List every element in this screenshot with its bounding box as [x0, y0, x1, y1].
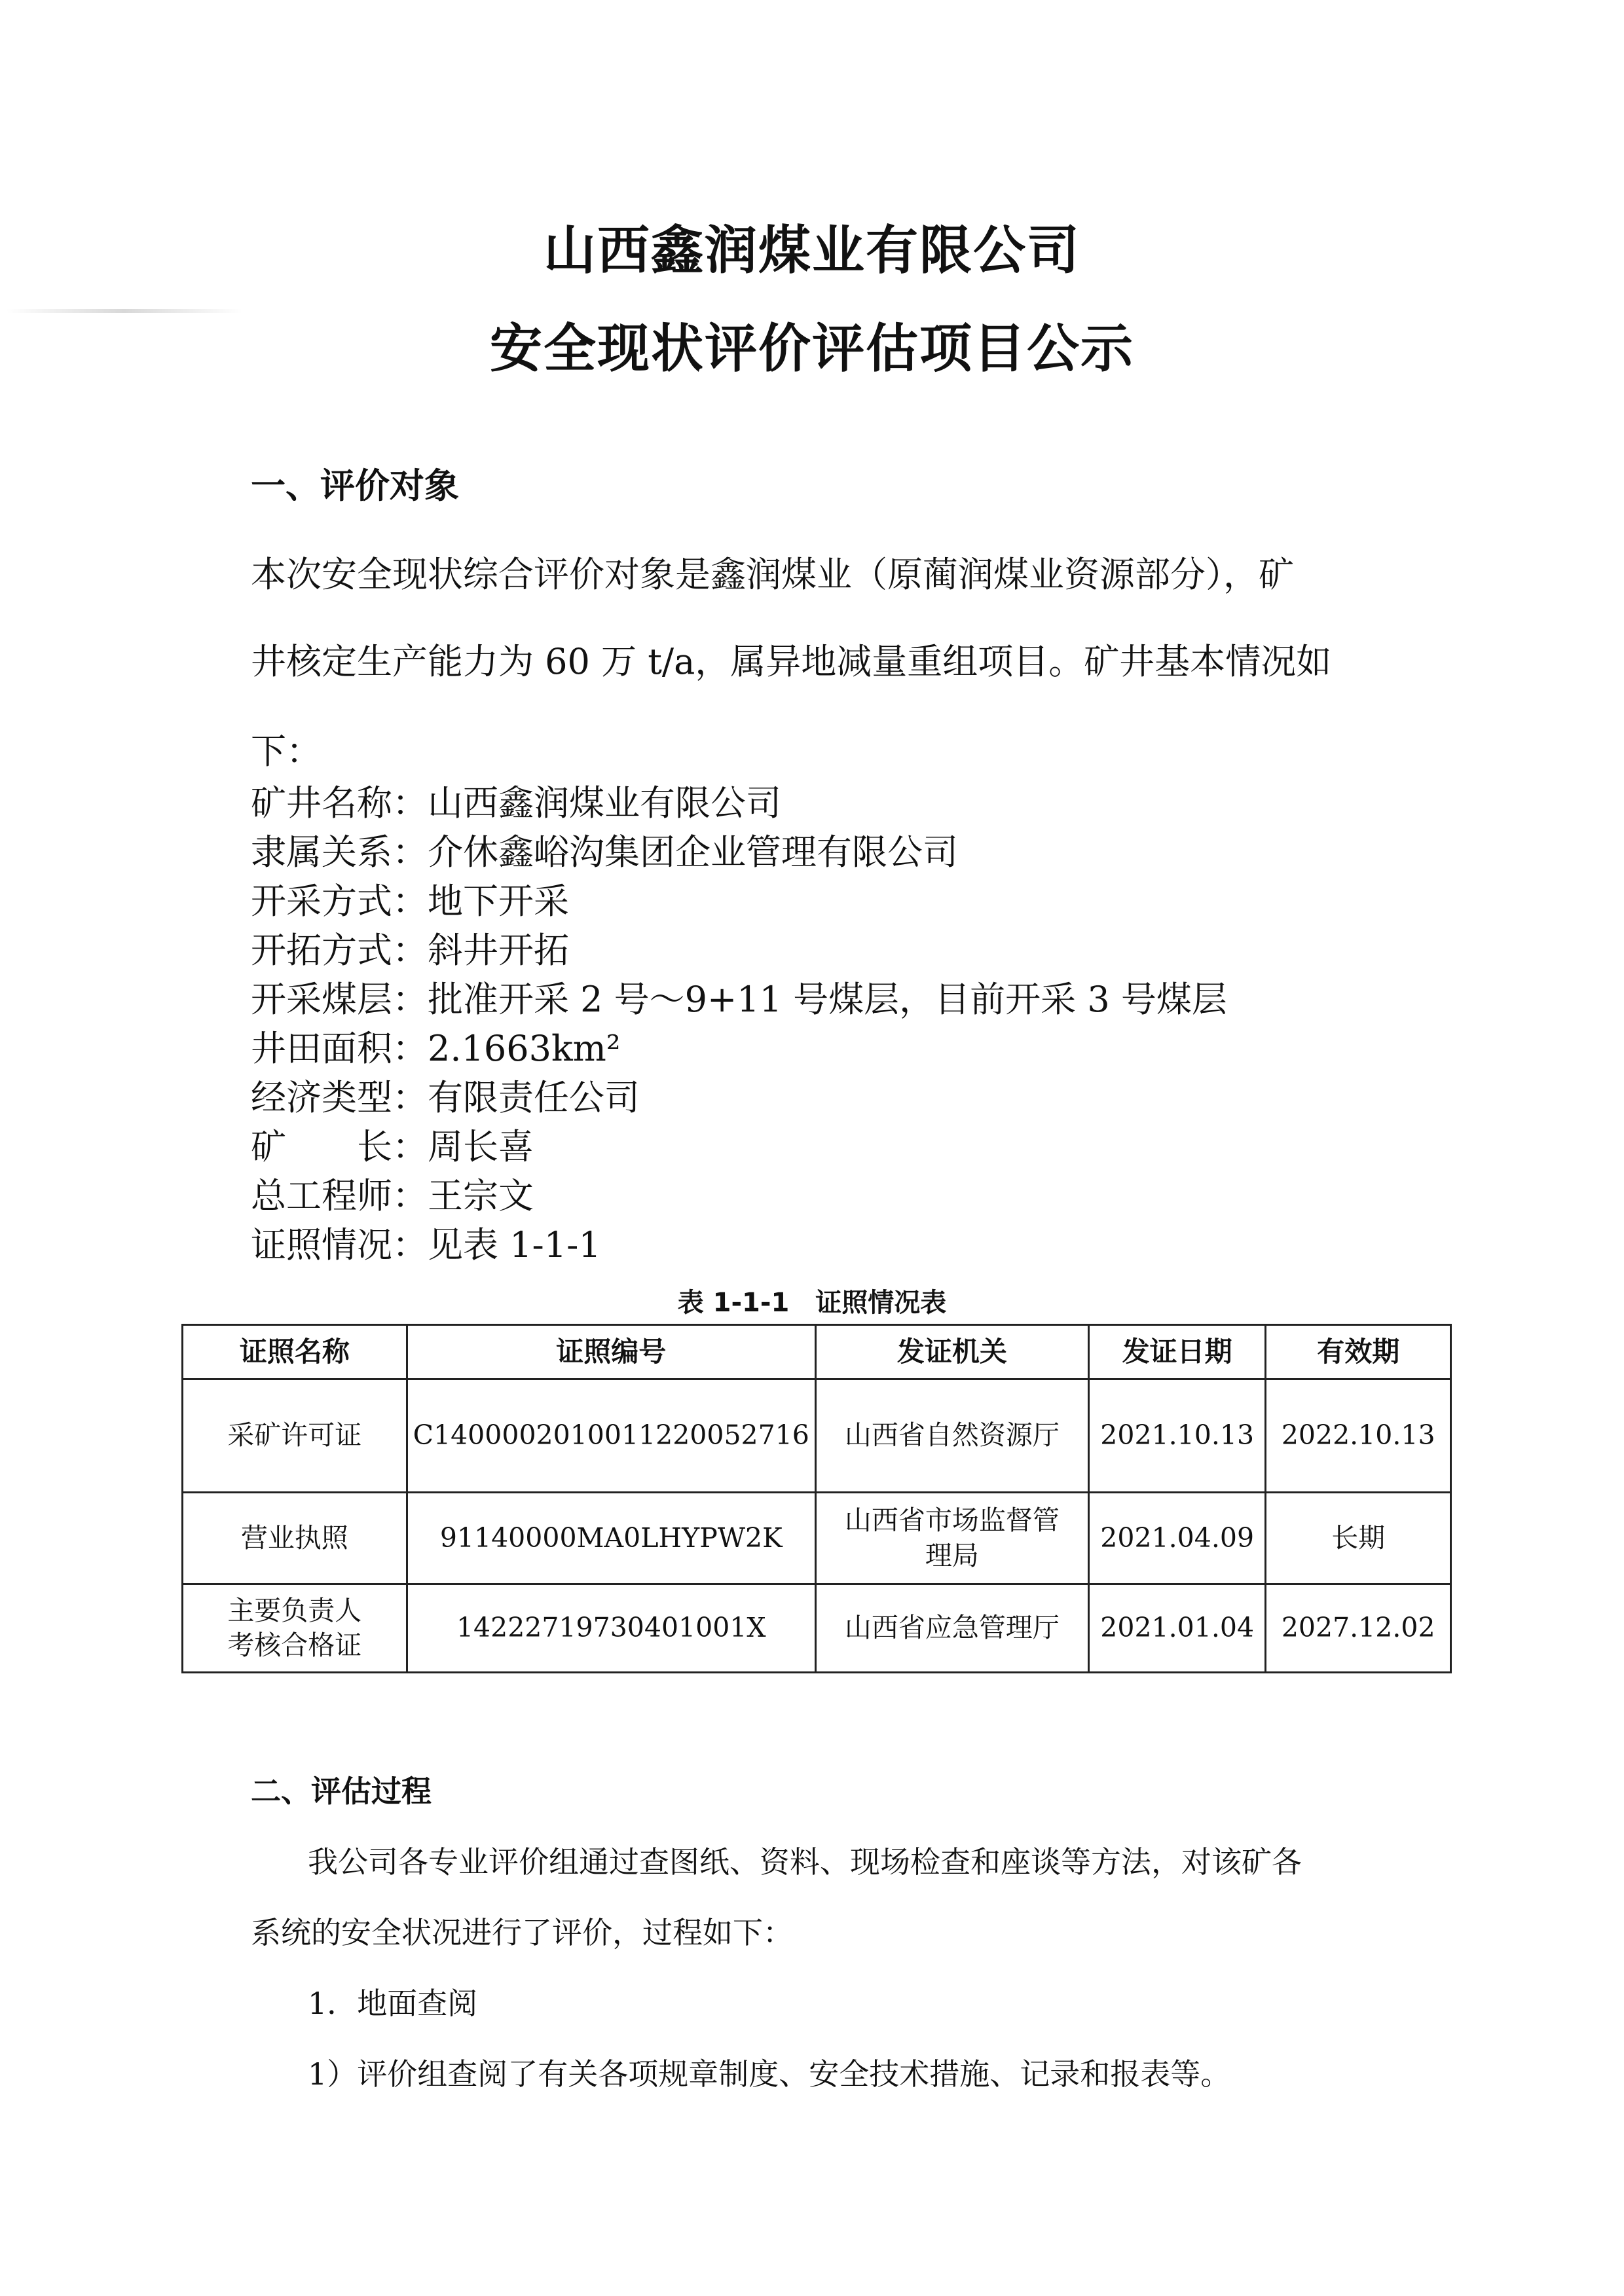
- table-header-row: [183, 1325, 1451, 1379]
- info-value: 有限责任公司: [428, 1077, 640, 1118]
- table-row: [183, 1379, 1451, 1493]
- info-value: 王宗文: [428, 1175, 534, 1216]
- info-value: 批准开采 2 号～9+11 号煤层，目前开采 3 号煤层: [428, 979, 1227, 1020]
- info-label: 井田面积：: [251, 1028, 428, 1069]
- column-header: 有效期: [1266, 1325, 1451, 1379]
- section2-heading: 二、评估过程: [251, 1774, 432, 1809]
- info-row-certificates: [251, 1224, 601, 1266]
- info-label: 开采方式：: [251, 881, 428, 922]
- column-header: 证照名称: [183, 1325, 407, 1379]
- info-value: 见表 1-1-1: [428, 1224, 601, 1266]
- info-row-affiliation: [251, 831, 958, 873]
- column-header: 证照编号: [407, 1325, 815, 1379]
- document-title-line1: 山西鑫润煤业有限公司: [544, 220, 1080, 281]
- section2-para-line-1: 我公司各专业评价组通过查图纸、资料、现场检查和座谈等方法，对该矿各: [308, 1844, 1302, 1880]
- table-cell: C1400002010011220052716: [407, 1379, 815, 1493]
- table-cell: 山西省自然资源厅: [815, 1379, 1088, 1493]
- table-cell: 山西省市场监督管理局: [815, 1493, 1088, 1584]
- info-value: 周长喜: [428, 1126, 534, 1167]
- section1-heading: 一、评价对象: [251, 466, 459, 506]
- section2-para-line-2: 系统的安全状况进行了评价，过程如下：: [251, 1915, 793, 1950]
- info-value: 介休鑫峪沟集团企业管理有限公司: [428, 831, 958, 873]
- table-cell: 2027.12.02: [1266, 1584, 1451, 1673]
- table-cell: 采矿许可证: [183, 1379, 407, 1493]
- section2-item-1-1: 1）评价组查阅了有关各项规章制度、安全技术措施、记录和报表等。: [308, 2056, 1231, 2092]
- section2-item-1: 1．地面查阅: [308, 1986, 478, 2021]
- info-label: 开采煤层：: [251, 979, 428, 1020]
- intro-line-1: 本次安全现状综合评价对象是鑫润煤业（原蔺润煤业资源部分），矿: [251, 554, 1294, 595]
- info-row-development-method: [251, 930, 569, 971]
- table-row: [183, 1584, 1451, 1673]
- info-label: 矿 长：: [251, 1126, 428, 1167]
- intro-line-2: 井核定生产能力为 60 万 t/a，属异地减量重组项目。矿井基本情况如: [251, 641, 1332, 682]
- table-row: [183, 1493, 1451, 1584]
- table-cell: 2021.10.13: [1088, 1379, 1265, 1493]
- info-row-economic-type: [251, 1077, 640, 1118]
- table-cell: 2022.10.13: [1266, 1379, 1451, 1493]
- table-caption: 表 1-1-1 证照情况表: [677, 1288, 947, 1318]
- table-cell: 营业执照: [183, 1493, 407, 1584]
- info-label: 经济类型：: [251, 1077, 428, 1118]
- table-cell: 2021.01.04: [1088, 1584, 1265, 1673]
- table-cell: 2021.04.09: [1088, 1493, 1265, 1584]
- document-title-line2: 安全现状评价评估项目公示: [490, 318, 1134, 379]
- certificate-table: [181, 1324, 1452, 1673]
- table-cell: 长期: [1266, 1493, 1451, 1584]
- info-row-mine-name: [251, 782, 781, 824]
- info-label: 证照情况：: [251, 1224, 428, 1266]
- info-value: 地下开采: [428, 881, 569, 922]
- info-label: 开拓方式：: [251, 930, 428, 971]
- table-cell: 91140000MA0LHYPW2K: [407, 1493, 815, 1584]
- column-header: 发证机关: [815, 1325, 1088, 1379]
- info-row-coal-seams: [251, 979, 1227, 1020]
- table-cell: 14222719730401001X: [407, 1584, 815, 1673]
- table-cell: 山西省应急管理厅: [815, 1584, 1088, 1673]
- table-cell: 主要负责人考核合格证: [183, 1584, 407, 1673]
- info-row-mine-director: [251, 1126, 534, 1167]
- info-label: 总工程师：: [251, 1175, 428, 1216]
- intro-line-3: 下：: [251, 731, 322, 772]
- info-value: 2.1663km²: [428, 1028, 621, 1069]
- info-label: 隶属关系：: [251, 831, 428, 873]
- info-value: 斜井开拓: [428, 930, 569, 971]
- info-row-mining-method: [251, 881, 569, 922]
- info-value: 山西鑫润煤业有限公司: [428, 782, 781, 824]
- info-row-field-area: [251, 1028, 621, 1069]
- info-label: 矿井名称：: [251, 782, 428, 824]
- info-row-chief-engineer: [251, 1175, 534, 1216]
- column-header: 发证日期: [1088, 1325, 1265, 1379]
